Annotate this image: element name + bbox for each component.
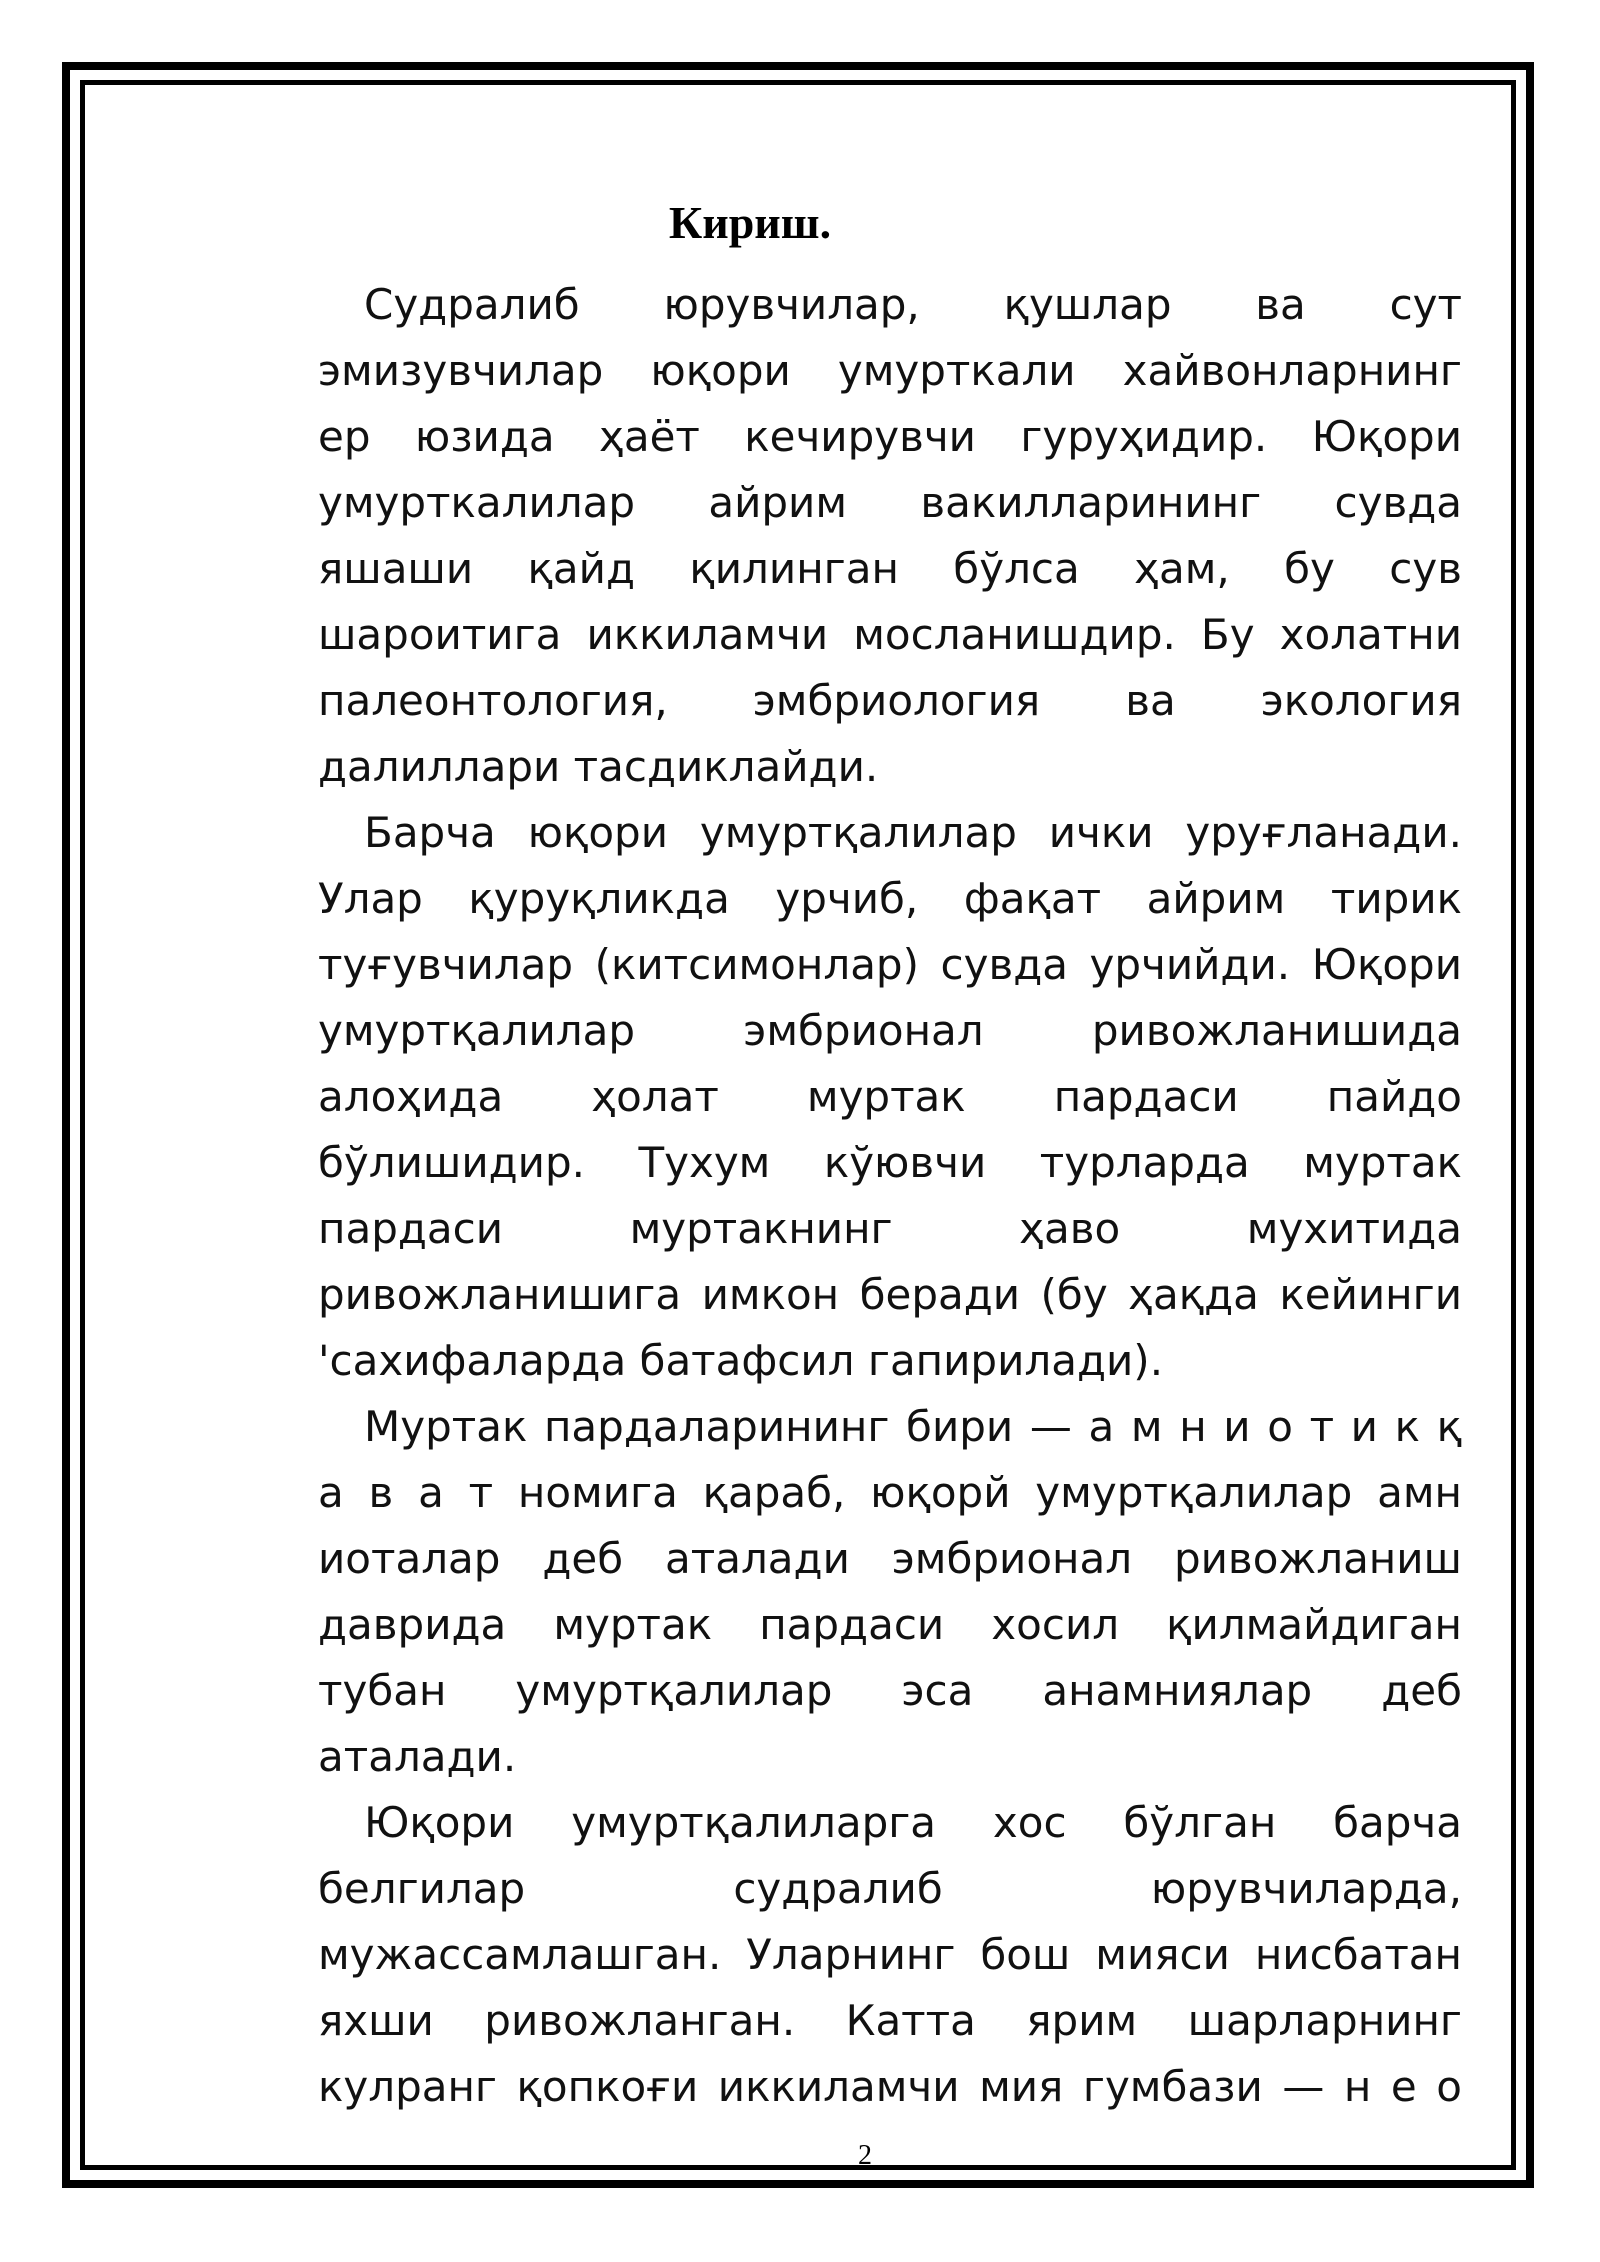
paragraph-2 (272, 800, 1462, 1394)
text-line: яхши ривожланган. Катта ярим шарларнинг (318, 1996, 1462, 2045)
text-line: иоталар деб аталади эмбрионал ривожланиш (318, 1534, 1462, 1583)
text-line: а в а т номига қараб, юқорй умуртқалилар амн (318, 1468, 1462, 1517)
text-line: умуртқалилар эмбрионал ривожланишида (318, 1006, 1462, 1055)
text-line: бўлишидир. Тухум кўювчи турларда муртак (318, 1138, 1462, 1187)
text-line: яшаши қайд қилинган бўлса ҳам, бу сув (318, 544, 1462, 593)
text-line: даврида муртак пардаси хосил қилмайдиган (318, 1600, 1462, 1649)
text-line: 'сахифаларда батафсил гапирилади). (318, 1336, 1164, 1385)
text-line: Улар қуруқликда урчиб, фақат айрим тирик (318, 874, 1462, 923)
text-line: далиллари тасдиклайди. (318, 742, 879, 791)
text-line: эмизувчилар юқори умурткали хайвонларнинг (318, 346, 1462, 395)
text-line: алоҳида ҳолат муртак пардаси пайдо (318, 1072, 1462, 1121)
paragraph-1 (272, 272, 1462, 800)
text-line: туғувчилар (китсимонлар) сувда урчийди. Юқори (318, 940, 1462, 989)
paragraph-4 (272, 1790, 1462, 2120)
text-line: шароитига иккиламчи мосланишдир. Бу холатни (318, 610, 1462, 659)
text-line: Юқори умуртқалиларга хос бўлган барча (364, 1798, 1462, 1847)
text-line: Муртак пардаларининг бири — а м н и о т и к қ (364, 1402, 1462, 1451)
paragraph-3 (272, 1394, 1462, 1790)
text-line: белгилар судралиб юрувчиларда, (318, 1864, 1462, 1913)
text-line: ер юзида ҳаёт кечирувчи гуруҳидир. Юқори (318, 412, 1462, 461)
text-line: кулранг қопкоғи иккиламчи мия гумбази — н е о (318, 2062, 1462, 2111)
text-line: мужассамлашган. Уларнинг бош мияси нисбатан (318, 1930, 1462, 1979)
text-line: палеонтология, эмбриология ва экология (318, 676, 1462, 725)
text-line: пардаси муртакнинг ҳаво мухитида (318, 1204, 1462, 1253)
text-line: Барча юқори умуртқалилар ички уруғланади. (364, 808, 1462, 857)
text-line: умурткалилар айрим вакилларининг сувда (318, 478, 1462, 527)
text-line: Судралиб юрувчилар, қушлар ва сут (364, 280, 1462, 329)
text-line: тубан умуртқалилар эса анамниялар деб (318, 1666, 1462, 1715)
text-line: аталади. (318, 1732, 517, 1781)
body-text (272, 272, 1462, 2120)
page-number: 2 (858, 2140, 872, 2171)
text-line: ривожланишига имкон беради (бу ҳақда кейинги (318, 1270, 1462, 1319)
page-title: Кириш. (668, 197, 832, 248)
